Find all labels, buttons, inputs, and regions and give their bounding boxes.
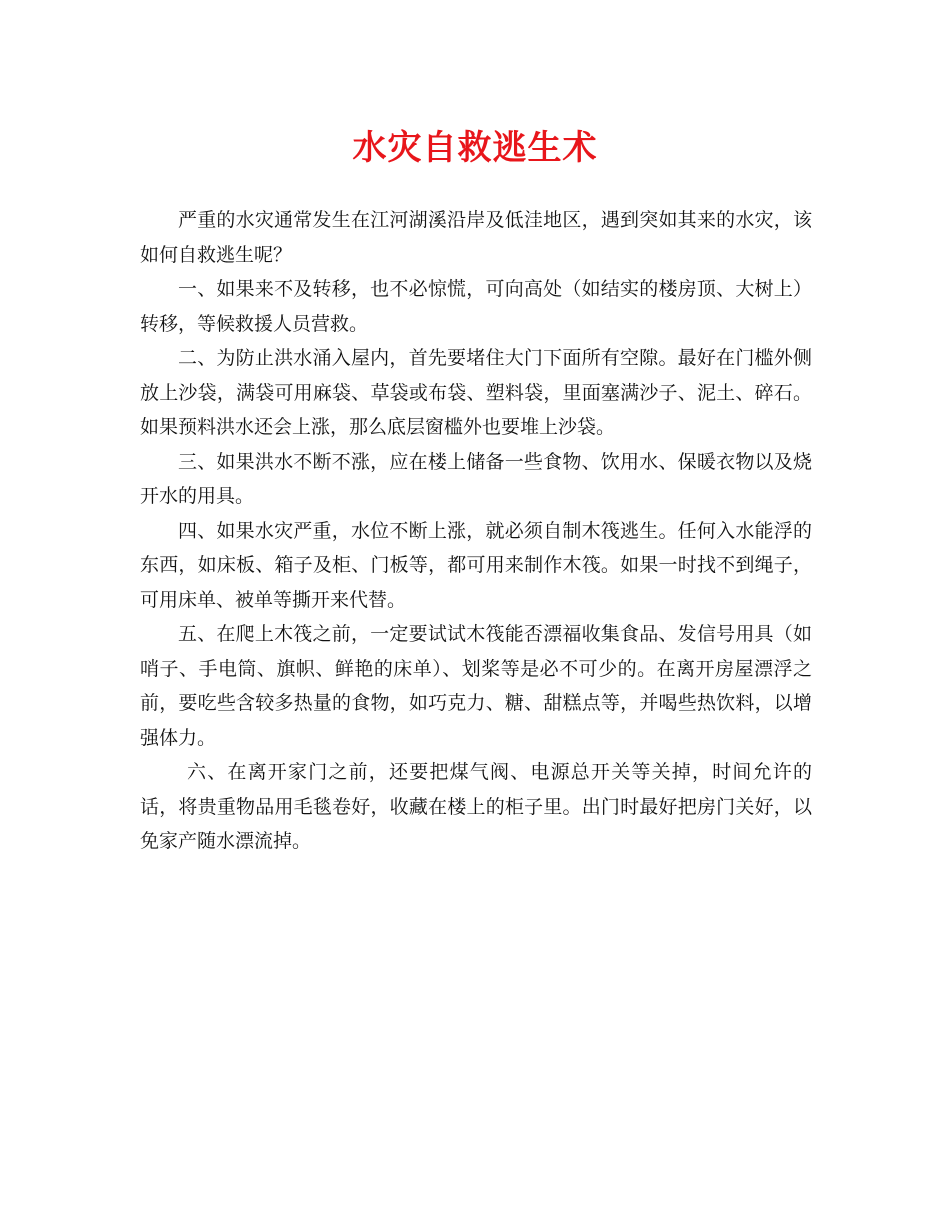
page-title: 水灾自救逃生术 <box>352 128 598 168</box>
paragraph-4: 四、如果水灾严重，水位不断上涨，就必须自制木筏逃生。任何入水能浮的东西，如床板、箱子及柜、门板等，都可用来制作木筏。如果一时找不到绳子，可用床单、被单等撕开来代替。 <box>140 519 812 611</box>
paragraph-intro: 严重的水灾通常发生在江河湖溪沿岸及低洼地区，遇到突如其来的水灾，该如何自救逃生呢？ <box>140 209 812 266</box>
paragraph-1: 一、如果来不及转移，也不必惊慌，可向高处（如结实的楼房顶、大树上）转移，等候救援人员营救。 <box>140 278 812 335</box>
paragraph-2: 二、为防止洪水涌入屋内，首先要堵住大门下面所有空隙。最好在门槛外侧放上沙袋，满袋可用麻袋、草袋或布袋、塑料袋，里面塞满沙子、泥土、碎石。如果预料洪水还会上涨，那么底层窗槛外也要堆上沙袋。 <box>140 347 812 438</box>
document-body <box>140 203 812 859</box>
paragraph-3: 三、如果洪水不断不涨，应在楼上储备一些食物、饮用水、保暖衣物以及烧开水的用具。 <box>140 450 812 507</box>
paragraph-6: 六、在离开家门之前，还要把煤气阀、电源总开关等关掉，时间允许的话，将贵重物品用毛毯卷好，收藏在楼上的柜子里。出门时最好把房门关好，以免家产随水漂流掉。 <box>140 761 812 852</box>
paragraph-5: 五、在爬上木筏之前，一定要试试木筏能否漂福收集食品、发信号用具（如哨子、手电筒、旗帜、鲜艳的床单）、划桨等是必不可少的。在离开房屋漂浮之前，要吃些含较多热量的食物，如巧克力、糖、甜糕点等，并喝些热饮料，以增强体力。 <box>140 623 812 749</box>
